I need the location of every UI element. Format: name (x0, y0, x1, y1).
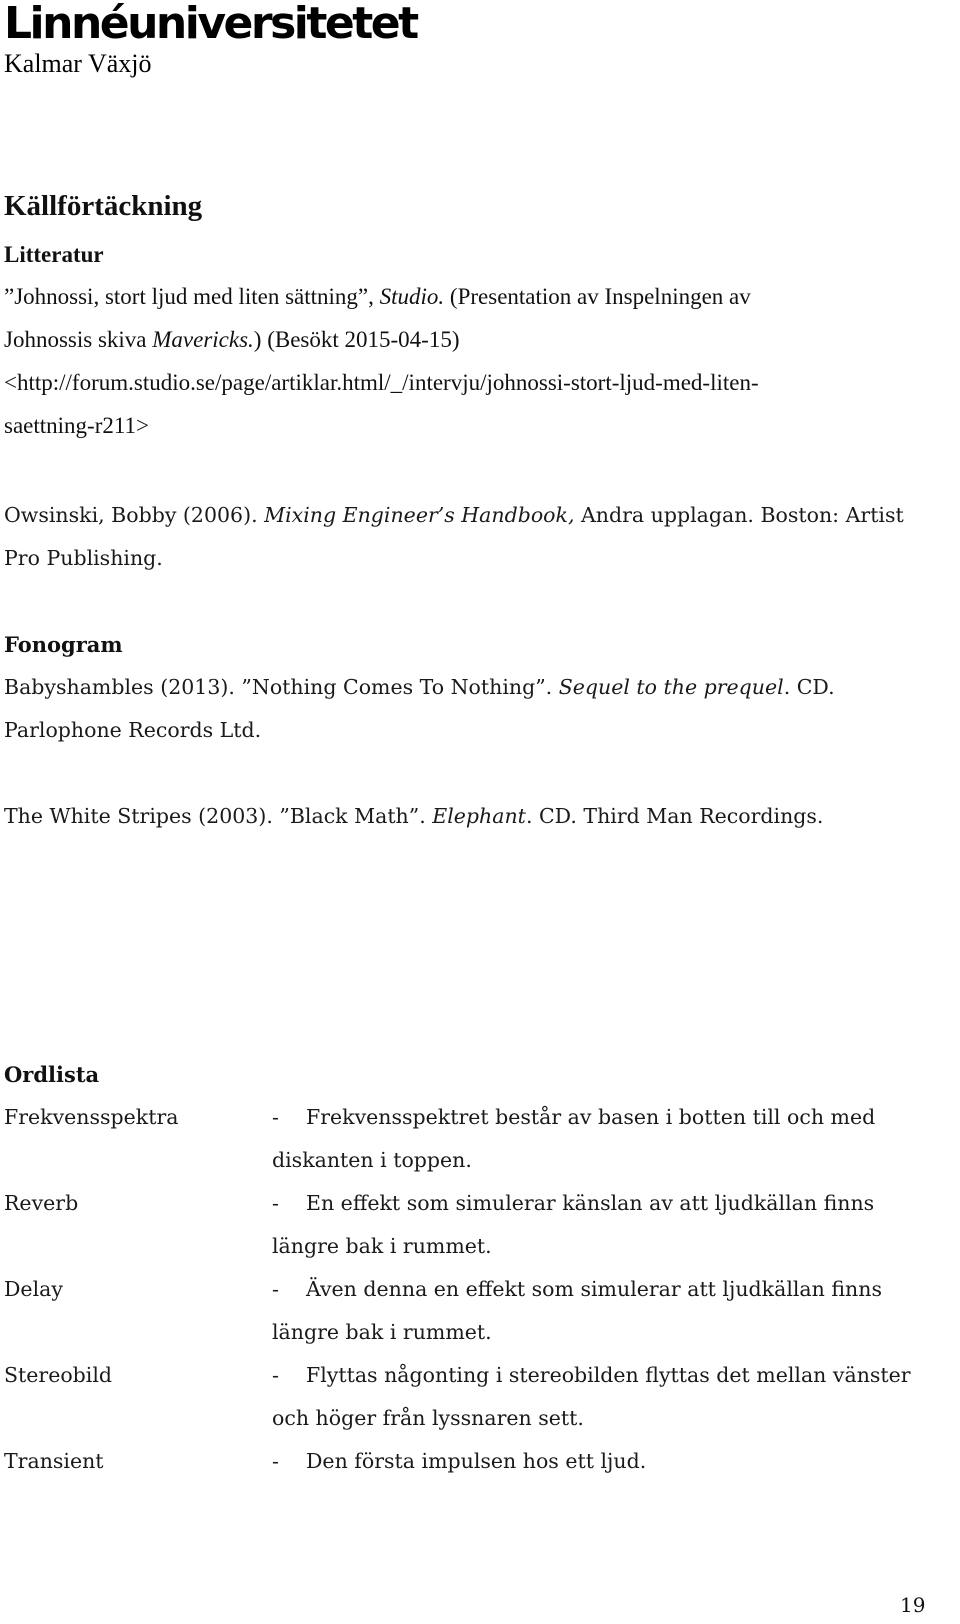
text-span: Babyshambles (2013). ”Nothing Comes To Nothing”. (4, 675, 559, 699)
text-span: ”Johnossi, stort ljud med liten sättning”, (4, 284, 380, 309)
lit-ref1-line2 (4, 327, 459, 353)
phon-ref1-line2: Parlophone Records Ltd. (4, 718, 262, 742)
logo-subtitle: Kalmar Växjö (4, 49, 152, 78)
text-span: ) (Besökt 2015-04-15) (253, 327, 460, 352)
phonogram-heading: Fonogram (4, 632, 123, 657)
text-span: The White Stripes (2003). ”Black Math”. (4, 804, 433, 828)
italic-title: Elephant (432, 804, 526, 828)
italic-title: Sequel to the prequel (558, 675, 784, 699)
lit-ref2-line1 (4, 503, 904, 527)
lit-ref1-url-cont: saettning-r211> (4, 413, 149, 438)
glossary-term: Reverb (4, 1191, 79, 1215)
text-span: (Presentation av Inspelningen av (444, 284, 751, 309)
glossary-dash: - (272, 1449, 279, 1473)
glossary-definition-cont: diskanten i toppen. (272, 1148, 472, 1172)
glossary-definition-cont: och höger från lyssnaren sett. (272, 1406, 584, 1430)
glossary-definition: En effekt som simulerar känslan av att ljudkällan finns (306, 1191, 875, 1215)
glossary-dash: - (272, 1277, 279, 1301)
text-span: . CD. (783, 675, 835, 699)
glossary-dash: - (272, 1191, 279, 1215)
glossary-heading: Ordlista (4, 1062, 100, 1087)
italic-title: Mixing Engineer’s Handbook, (264, 503, 575, 527)
italic-title: Studio. (379, 284, 445, 309)
university-logo (4, 0, 417, 78)
glossary-dash: - (272, 1105, 279, 1129)
page-title: Källförtäckning (4, 190, 203, 222)
glossary-definition: Den första impulsen hos ett ljud. (306, 1449, 647, 1473)
glossary-definition: Frekvensspektret består av basen i botten till och med (306, 1105, 876, 1129)
text-span: Andra upplagan. Boston: Artist (574, 503, 904, 527)
glossary-definition: Även denna en effekt som simulerar att ljudkällan finns (306, 1277, 882, 1301)
page-number: 19 (900, 1593, 926, 1617)
glossary-term: Delay (4, 1277, 63, 1301)
italic-title: Mavericks. (152, 327, 254, 352)
phon-ref1-line1 (4, 675, 835, 699)
glossary-term: Stereobild (4, 1363, 113, 1387)
glossary-definition: Flyttas någonting i stereobilden flyttas det mellan vänster (306, 1363, 911, 1387)
text-span: . CD. Third Man Recordings. (525, 804, 824, 828)
lit-ref1-url: <http://forum.studio.se/page/artiklar.html/_/intervju/johnossi-stort-ljud-med-liten- (4, 370, 759, 395)
text-span: Johnossis skiva (4, 327, 153, 352)
glossary-term: Transient (4, 1449, 104, 1473)
text-span: Owsinski, Bobby (2006). (4, 503, 265, 527)
glossary-term: Frekvensspektra (4, 1105, 179, 1129)
lit-ref1-line1 (4, 284, 751, 310)
phon-ref2-line1 (4, 804, 823, 828)
glossary-dash: - (272, 1363, 279, 1387)
literature-heading: Litteratur (4, 242, 104, 267)
lit-ref2-line2: Pro Publishing. (4, 546, 163, 570)
glossary-definition-cont: längre bak i rummet. (272, 1320, 492, 1344)
logo-name: Linnéuniversitetet (4, 0, 417, 49)
glossary-definition-cont: längre bak i rummet. (272, 1234, 492, 1258)
